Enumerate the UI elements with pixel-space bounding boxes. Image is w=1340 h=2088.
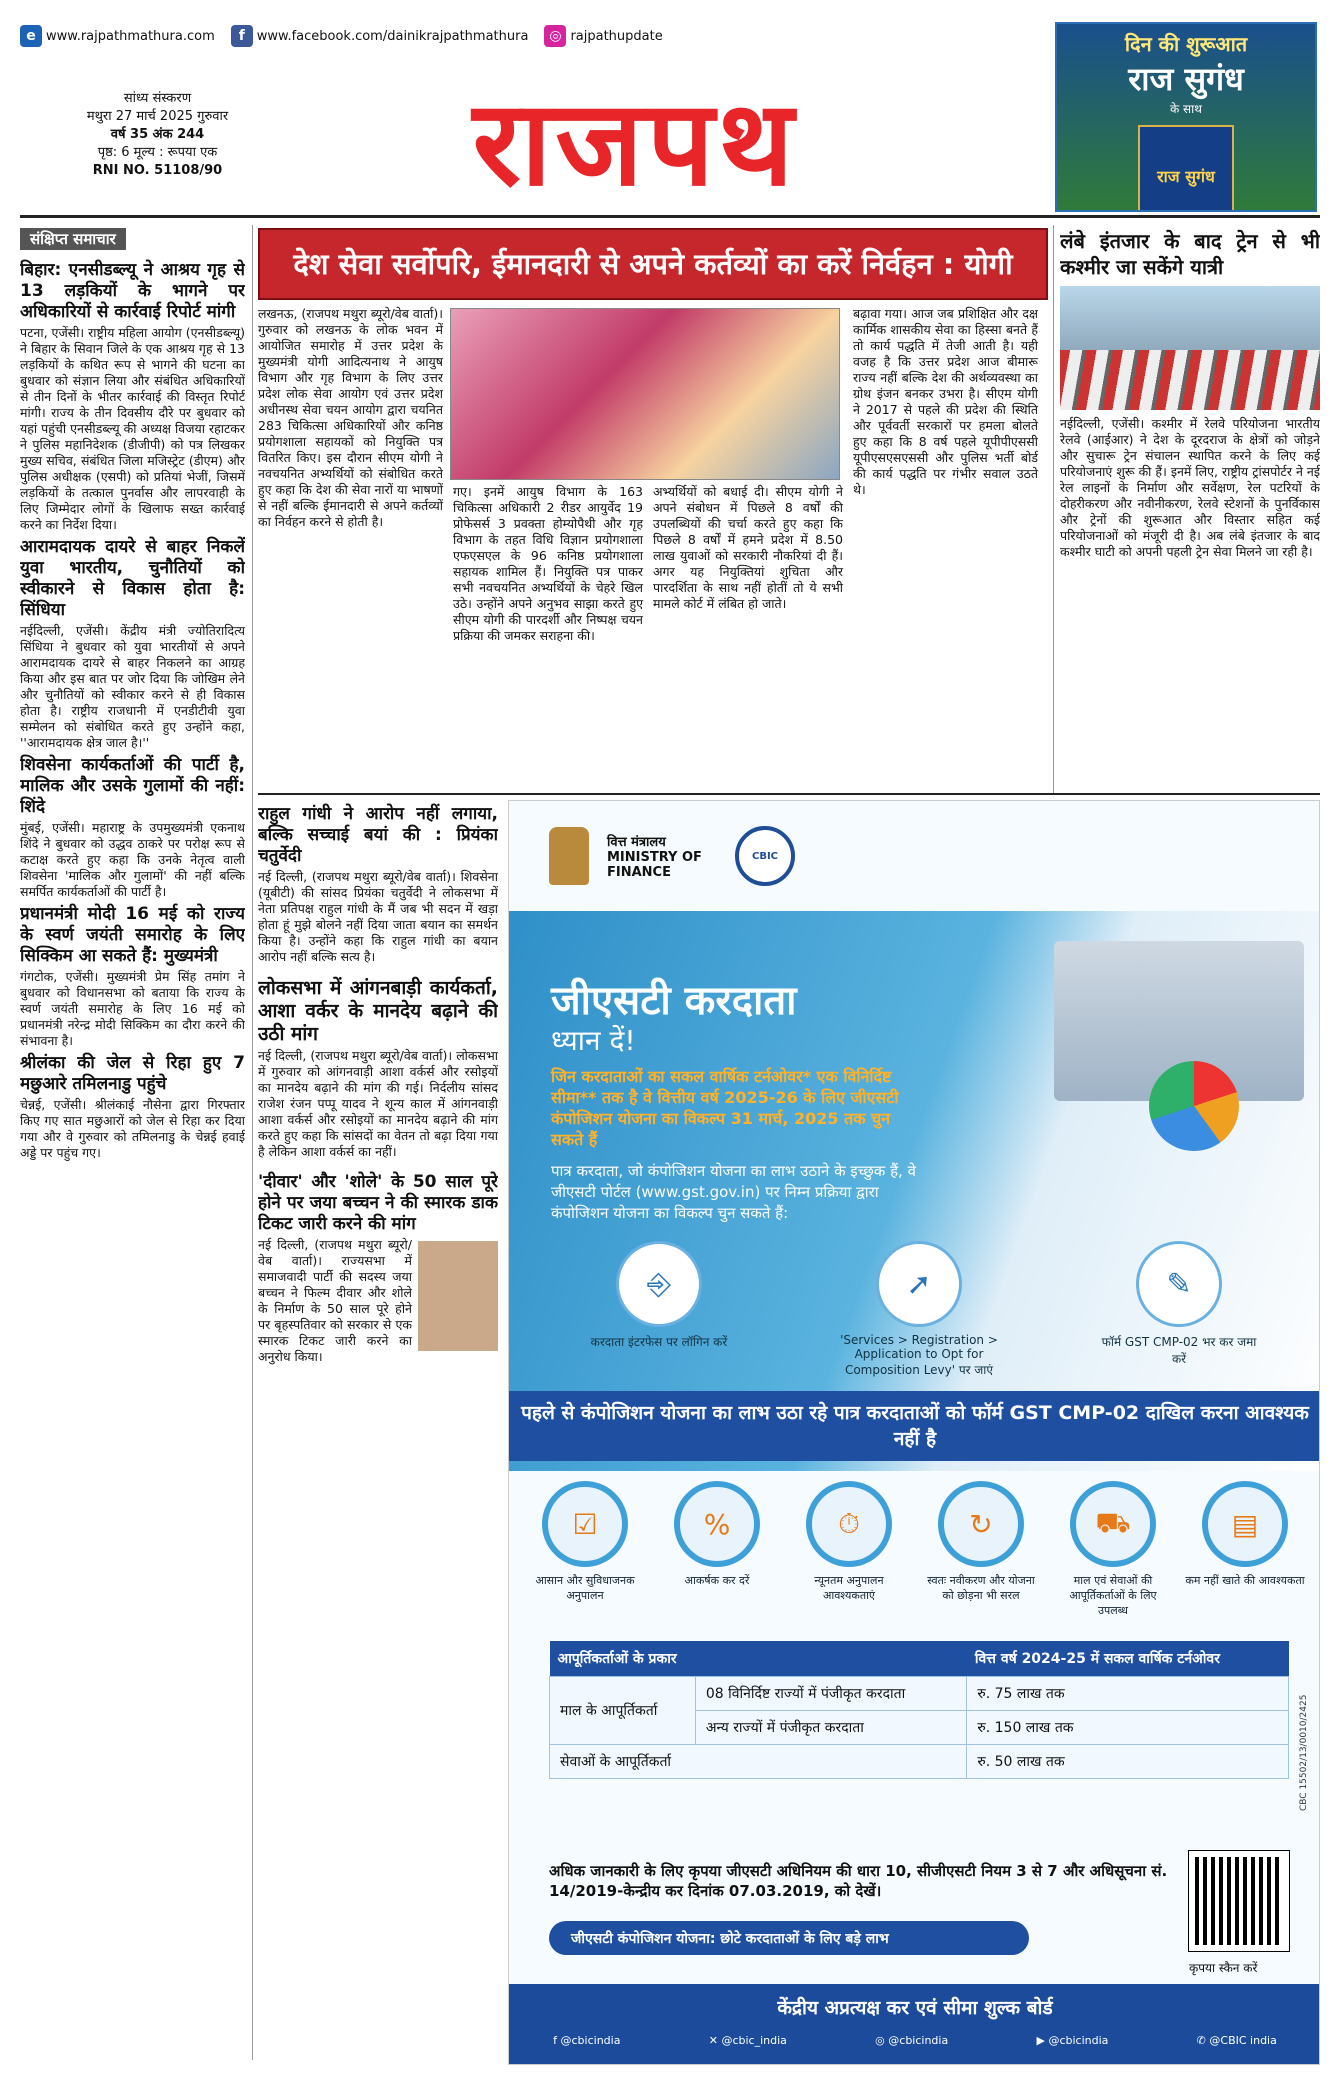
- facebook-text: www.facebook.com/dainikrajpathmathura: [256, 28, 529, 44]
- rni-number: RNI NO. 51108/90: [92, 163, 223, 178]
- stopwatch-icon: ⏱: [806, 1481, 892, 1567]
- edition-label: सांध्य संस्करण: [123, 91, 192, 106]
- brief-headline[interactable]: शिवसेना कार्यकर्ताओं की पार्टी है, मालिक और उसके गुलामों की नहीं: शिंदे: [20, 755, 245, 817]
- table-row: [550, 1745, 1289, 1779]
- page-price: पृष्ठ: 6 मूल्य : रूपया एक: [97, 145, 218, 160]
- pie-chart-illustration: [1149, 1061, 1239, 1151]
- footer-title: केंद्रीय अप्रत्यक्ष कर एवं सीमा शुल्क बोर्ड: [777, 1997, 1053, 2019]
- step-item: [1099, 1241, 1259, 1367]
- brief-headline[interactable]: प्रधानमंत्री मोदी 16 मई को राज्य के स्वर्ण जयंती समारोह के लिए सिक्किम आ सकते हैं: मुख्यमंत्री: [20, 904, 245, 966]
- product-pack-image: [1138, 125, 1234, 212]
- scheme-benefits-button[interactable]: जीएसटी कंपोजिशन योजना: छोटे करदाताओं के लिए बड़े लाभ: [549, 1921, 1029, 1955]
- ad-line-3: के साथ: [1170, 102, 1202, 116]
- table-cell: रु. 75 लाख तक: [967, 1677, 1289, 1711]
- column-rule: [1053, 225, 1054, 795]
- benefit-item: [657, 1481, 777, 1631]
- table-header: वित्त वर्ष 2024-25 में सकल वार्षिक टर्नओवर: [967, 1641, 1289, 1677]
- lead-story-photo: [450, 308, 840, 480]
- benefit-label: आकर्षक कर दरें: [684, 1574, 750, 1587]
- top-links-bar: [20, 22, 663, 50]
- section-rule: [258, 793, 1320, 795]
- twitter-handle[interactable]: ✕ @cbic_india: [708, 2034, 787, 2047]
- step-label: करदाता इंटरफेस पर लॉगिन करें: [590, 1335, 728, 1349]
- lead-col-2: गए। इनमें आयुष विभाग के 163 चिकित्सा अधिकारी 2 रीडर आयुर्वेद 19 प्रोफेसर्स 3 प्रवक्ता होम्योपैथी और गृह विभाग के तहत विधि विज्ञान प्रयोगशाला एफएसएल के 96 कनिष्ठ प्रयोगशाला सहायक शामिल हैं। नियुक्ति पत्र पाकर सभी नवचयनित अभ्यर्थियों के चेहरे खिल उठे। उन्होंने अपने अनुभव साझा करते हुए सीएम योगी की पारदर्शी और निष्पक्ष चयन प्रक्रिया की जमकर सराहना की।: [453, 484, 643, 643]
- benefits-row: [519, 1481, 1311, 1631]
- step-label: फॉर्म GST CMP-02 भर कर जमा करें: [1101, 1335, 1257, 1366]
- youtube-handle[interactable]: ▶ @cbicindia: [1036, 2034, 1109, 2047]
- section-tag: संक्षिप्त समाचार: [20, 228, 126, 250]
- volume-number: वर्ष 35 अंक 244: [110, 127, 205, 142]
- mid-body: नई दिल्ली, (राजपथ मथुरा ब्यूरो/वेब वार्ता)। लोकसभा में गुरुवार को आंगनवाड़ी आशा वर्कर्स और रसोइयों का मानदेय बढ़ाने की मांग की गई। निर्दलीय सांसद राजेश रंजन पप्पू यादव ने शून्य काल में आंगनवाड़ी आशा वर्कर्स और रसोइयों का मानदेय बढ़ाने की मांग करते हुए कहा कि सांसदों का वेतन तो बढ़ा दिया गया है लेकिन आशा वर्कर्स का नहीं।: [258, 1048, 498, 1159]
- instagram-handle[interactable]: ◎ @cbicindia: [875, 2034, 949, 2047]
- truck-icon: ⛟: [1070, 1481, 1156, 1567]
- benefit-item: [1185, 1481, 1305, 1631]
- brief-body: नईदिल्ली, एजेंसी। केंद्रीय मंत्री ज्योतिरादित्य सिंधिया ने बुधवार को युवा भारतीयों से अपने आरामदायक दायरे से बाहर निकलने का आग्रह किया और इस बात पर जोर दिया कि जोखिम लेने और चुनौतियों को स्वीकार करने से ही विकास होता है। राष्ट्रीय राजधानी में एनडीटीवी युवा सम्मेलन को संबोधित करते हुए उन्होंने कहा, ''आरामदायक क्षेत्र जाल है।'': [20, 623, 245, 750]
- benefit-label: आसान और सुविधाजनक अनुपालन: [535, 1574, 635, 1602]
- facebook-link[interactable]: [231, 25, 529, 47]
- pack-label: राज सुगंध: [1157, 167, 1215, 186]
- qr-code[interactable]: [1189, 1851, 1289, 1951]
- table-header-row: [550, 1641, 1289, 1677]
- ad-title: जीएसटी करदाता: [551, 978, 797, 1024]
- brief-headline[interactable]: श्रीलंका की जेल से रिहा हुए 7 मछुआरे तमिलनाडु पहुंचे: [20, 1053, 245, 1094]
- mid-body: नई दिल्ली, (राजपथ मथुरा ब्यूरो/वेब वार्ता)। शिवसेना (यूबीटी) की सांसद प्रियंका चतुर्वेदी ने लोकसभा में नेता प्रतिपक्ष राहुल गांधी के मैं जब भी सदन में खड़ा होता हूं मुझे बोलने नहीं दिया जाता बयान का समर्थन किया है। उन्होंने कहा कि राहुल गांधी का बयान आरोप नहीं बल्कि सत्य है।: [258, 869, 498, 964]
- step-label: 'Services > Registration > Application to Opt for Composition Levy' पर जाएं: [840, 1333, 998, 1377]
- lead-headline[interactable]: देश सेवा सर्वोपरि, ईमानदारी से अपने कर्तव्यों का करें निर्वहन : योगी: [258, 228, 1048, 300]
- table-cell: 08 विनिर्दिष्ट राज्यों में पंजीकृत करदाता: [695, 1677, 967, 1711]
- more-info-text: अधिक जानकारी के लिए कृपया जीएसटी अधिनियम की धारा 10, सीजीएसटी नियम 3 से 7 और अधिसूचना सं. 14/2019-केन्द्रीय कर दिनांक 07.03.2019, को देखें।: [549, 1862, 1168, 1900]
- brief-headline[interactable]: बिहार: एनसीडब्ल्यू ने आश्रय गृह से 13 लड़कियों के भागने पर अधिकारियों से कार्रवाई रिपोर्ट मांगी: [20, 260, 245, 322]
- login-icon: ⎆: [616, 1241, 702, 1327]
- ad-header: [549, 821, 909, 891]
- benefit-item: [525, 1481, 645, 1631]
- form-icon: ✎: [1136, 1241, 1222, 1327]
- checklist-icon: ☑: [542, 1481, 628, 1567]
- globe-icon: e: [20, 25, 42, 47]
- jaya-bachchan-photo: [418, 1241, 498, 1351]
- brief-headline[interactable]: आरामदायक दायरे से बाहर निकलें युवा भारतीय, चुनौतियों को स्वीकारने से विकास होता है: सिंधिया: [20, 537, 245, 620]
- benefit-label: स्वतः नवीकरण और योजना को छोड़ना भी सरल: [927, 1574, 1035, 1602]
- step-item: [579, 1241, 739, 1350]
- ad-subtitle: ध्यान दें!: [551, 1024, 636, 1057]
- right-story: [1060, 228, 1320, 793]
- brief-news-column: [20, 228, 245, 2058]
- facebook-icon: f: [231, 25, 253, 47]
- brief-body: गंगटोक, एजेंसी। मुख्यमंत्री प्रेम सिंह तमांग ने बुधवार को विधानसभा को बताया कि राज्य के स्वर्ण जयंती समारोह के लिए 16 मई को प्रधानमंत्री नरेन्द्र मोदी सिक्किम का दौरा करने की संभावना है।: [20, 969, 245, 1048]
- eligibility-banner: पहले से कंपोजिशन योजना का लाभ उठा रहे पात्र करदाताओं को फॉर्म GST CMP-02 दाखिल करना आवश्यक नहीं है: [509, 1391, 1320, 1461]
- masthead-rule: [20, 215, 1320, 218]
- issue-date: मथुरा 27 मार्च 2025 गुरुवार: [86, 109, 229, 124]
- benefit-item: [789, 1481, 909, 1631]
- mid-headline[interactable]: 'दीवार' और 'शोले' के 50 साल पूरे होने पर जया बच्चन ने की स्मारक डाक टिकट जारी करने की मांग: [258, 1172, 498, 1234]
- handle-text: @cbicindia: [560, 2034, 621, 2047]
- edition-info: [70, 90, 245, 180]
- qr-label: कृपया स्कैन करें: [1189, 1961, 1258, 1975]
- table-cell: रु. 150 लाख तक: [967, 1711, 1289, 1745]
- newspaper-logo: राजपथ: [472, 73, 798, 212]
- handle-text: @cbicindia: [888, 2034, 949, 2047]
- lead-col-3: अभ्यर्थियों को बधाई दी। सीएम योगी ने अपने संबोधन में पिछले 8 वर्षों की उपलब्धियों की चर्चा करते हुए कहा कि पिछले 8 वर्षों में हमने प्रदेश में 8.50 लाख युवाओं को सरकारी नौकरियां दी हैं। अगर यह नियुक्तियां शुचिता और पारदर्शिता के साथ नहीं होतीं तो ये सभी मामले कोर्ट में लंबित हो जाते।: [653, 484, 843, 611]
- right-body: नईदिल्ली, एजेंसी। कश्मीर में रेलवे परियोजना भारतीय रेलवे (आईआर) ने देश के दूरदराज के क्षेत्रों को जोड़ने और सुचारू ट्रेन संचालन स्थापित करने के लिए कई परियोजनाएं शुरू की हैं। इनमें लिए, राष्ट्रीय ट्रांसपोर्टर ने नई रेल लाइनों के निर्माण और सर्वेक्षण, रेल पटरियों के दोहरीकरण और नवीनीकरण, रेलवे स्टेशनों के पुनर्विकास और ट्रेनों की शुरूआत और विस्तार सहित कई परियोजनाओं को मंजूरी दी है। अब लंबे इंतजार के बाद कश्मीर घाटी को अपनी पहली ट्रेन सेवा मिलने जा रही है।: [1060, 416, 1320, 559]
- mid-headline[interactable]: राहुल गांधी ने आरोप नहीं लगाया, बल्कि सच्चाई बयां की : प्रियंका चतुर्वेदी: [258, 804, 498, 866]
- emblem-icon: [549, 827, 589, 885]
- train-photo: [1060, 286, 1320, 410]
- tax-icon: %: [674, 1481, 760, 1567]
- turnover-table: [549, 1641, 1289, 1779]
- benefit-item: [921, 1481, 1041, 1631]
- social-handles: [509, 2034, 1320, 2047]
- renew-icon: ↻: [938, 1481, 1024, 1567]
- facebook-handle[interactable]: f @cbicindia: [553, 2034, 621, 2047]
- table-cell: माल के आपूर्तिकर्ता: [550, 1677, 696, 1745]
- handle-text: @cbic_india: [721, 2034, 787, 2047]
- brief-body: चेन्नई, एजेंसी। श्रीलंकाई नौसेना द्वारा गिरफ्तार किए गए सात मछुआरों को जेल से रिहा कर दिया गया और वे गुरुवार को तमिलनाडु के चेन्नई हवाई अड्डे पर पहुंच गए।: [20, 1097, 245, 1160]
- table-cell: सेवाओं के आपूर्तिकर्ता: [550, 1745, 967, 1779]
- lead-col-1: लखनऊ, (राजपथ मथुरा ब्यूरो/वेब वार्ता)। गुरुवार को लखनऊ के लोक भवन में आयोजित समारोह में उत्तर प्रदेश के मुख्यमंत्री योगी आदित्यनाथ ने आयुष विभाग और गृह विभाग के लिए उत्तर प्रदेश लोक सेवा आयोग एवं उत्तर प्रदेश अधीनस्थ सेवा चयन आयोग द्वारा चयनित 283 चिकित्सा अधिकारियों और कनिष्ठ प्रयोगशाला सहायकों को नियुक्ति पत्र वितरित किए। इस दौरान सीएम योगी ने नवचयनित अभ्यर्थियों को संबोधित करते हुए कहा कि देश की सेवा नारों या भाषणों से नहीं बल्कि ईमानदारी से अपने कर्तव्यों का निर्वहन करने से होती है।: [258, 306, 443, 529]
- ad-reference: CBC 15502/13/0010/2425: [1299, 1694, 1309, 1811]
- table-row: [550, 1677, 1289, 1711]
- mid-headline[interactable]: लोकसभा में आंगनबाड़ी कार्यकर्ता, आशा वर्कर के मानदेय बढ़ाने की उठी मांग: [258, 977, 498, 1045]
- instagram-link[interactable]: [544, 25, 662, 47]
- brief-body: पटना, एजेंसी। राष्ट्रीय महिला आयोग (एनसीडब्ल्यू) ने बिहार के सिवान जिले के एक आश्रय गृह से 13 लड़कियों के कथित रूप से भागने की घटना का बुधवार को संज्ञान लिया और संबंधित अधिकारियों से तीन दिनों के भीतर कार्रवाई की विस्तृत रिपोर्ट मांगी। राज्य के तीन दिवसीय दौरे पर बुधवार को यहां पहुंची एनसीडब्ल्यू की अध्यक्ष विजया रहाटकर ने पुलिस महानिदेशक (डीजीपी) को पत्र लिखकर मुख्य सचिव, संबंधित जिला मजिस्ट्रेट (डीएम) और पुलिस अधीक्षक (एसपी) को प्रतियां भेजीं, जिसमें लड़कियों के तत्काल पुनर्वास और लापरवाही के लिए जिम्मेदार लोगों के खिलाफ सख्त कार्रवाई करने का निर्देश दिया।: [20, 325, 245, 532]
- gst-advertisement[interactable]: [508, 800, 1320, 2065]
- column-rule: [252, 225, 253, 2060]
- ad-instructions: पात्र करदाता, जो कंपोजिशन योजना का लाभ उठाने के इच्छुक हैं, वे जीएसटी पोर्टल (www.gst.gov.in) पर निम्न प्रक्रिया द्वारा कंपोजिशन योजना का विकल्प चुन सकते हैं:: [551, 1162, 916, 1222]
- table-cell: रु. 50 लाख तक: [967, 1745, 1289, 1779]
- ad-highlight: जिन करदाताओं का सकल वार्षिक टर्नओवर* एक विनिर्दिष्ट सीमा** तक है वे वित्तीय वर्ष 2025-26 के लिए जीएसटी कंपोजिशन योजना का विकल्प 31 मार्च, 2025 तक चुन सकते हैं: [551, 1067, 899, 1149]
- website-link[interactable]: [20, 25, 215, 47]
- handle-text: @CBIC india: [1209, 2034, 1277, 2047]
- seal-text: CBIC: [751, 850, 779, 862]
- whatsapp-handle[interactable]: ✆ @CBIC india: [1196, 2034, 1277, 2047]
- ministry-label: वित्त मंत्रालय MINISTRY OF FINANCE: [607, 835, 702, 880]
- benefit-item: [1053, 1481, 1173, 1631]
- ad-line-1: दिन की शुरूआत: [1124, 32, 1248, 56]
- step-item: [839, 1241, 999, 1378]
- top-advertisement[interactable]: [1055, 22, 1317, 212]
- website-text: www.rajpathmathura.com: [46, 28, 215, 44]
- ledger-icon: ▤: [1202, 1481, 1288, 1567]
- right-headline[interactable]: लंबे इंतजार के बाद ट्रेन से भी कश्मीर जा सकेंगे यात्री: [1060, 229, 1320, 279]
- brief-body: मुंबई, एजेंसी। महाराष्ट्र के उपमुख्यमंत्री एकनाथ शिंदे ने बुधवार को उद्धव ठाकरे पर परोक्ष रूप से कटाक्ष करते हुए कहा कि उनके नेतृत्व वाली शिवसेना 'मालिक और गुलामों' की नहीं बल्कि समर्पित कार्यकर्ताओं की पार्टी है।: [20, 820, 245, 899]
- table-header: आपूर्तिकर्ताओं के प्रकार: [550, 1641, 967, 1677]
- steps-row: [529, 1241, 1309, 1377]
- benefit-label: न्यूनतम अनुपालन आवश्यकताएं: [814, 1574, 884, 1602]
- ad-brand: राज सुगंध: [1128, 60, 1244, 98]
- ad-footer: [509, 1984, 1320, 2065]
- middle-news-column: [258, 800, 498, 2055]
- benefit-label: माल एवं सेवाओं की आपूर्तिकर्ताओं के लिए उपलब्ध: [1069, 1574, 1157, 1617]
- benefit-label: कम नहीं खाते की आवश्यकता: [1185, 1574, 1305, 1587]
- cursor-icon: ➚: [876, 1241, 962, 1327]
- lead-col-4: बढ़ावा गया। आज जब प्रशिक्षित और दक्ष कार्मिक शासकीय सेवा का हिस्सा बनते हैं तो कार्य पद्धति में तेजी आती है। यही वजह है कि उत्तर प्रदेश आज बीमारू राज्य नहीं बल्कि देश की अर्थव्यवस्था का ग्रोथ इंजन बनकर उभरा है। सीएम योगी ने 2017 से पहले की प्रदेश की स्थिति और पूर्ववर्ती सरकारों पर हमला बोलते हुए कहा कि 8 वर्ष पहले यूपीपीएससी यूपीएसएसएससी और पुलिस भर्ती बोर्ड की कार्य पद्धति पर गंभीर सवाल उठते थे।: [853, 306, 1038, 497]
- cbic-seal-icon: [735, 826, 795, 886]
- mid-body: नई दिल्ली, (राजपथ मथुरा ब्यूरो/वेब वार्ता)। राज्यसभा में समाजवादी पार्टी की सदस्य जया बच्चन ने फिल्म दीवार और शोले के निर्माण के 50 साल पूरे होने पर बृहस्पतिवार को सरकार से एक स्मारक टिकट जारी करने का अनुरोध किया।: [258, 1237, 412, 1364]
- instagram-icon: ◎: [544, 25, 566, 47]
- handle-text: @cbicindia: [1048, 2034, 1109, 2047]
- table-cell: अन्य राज्यों में पंजीकृत करदाता: [695, 1711, 967, 1745]
- instagram-text: rajpathupdate: [570, 28, 663, 44]
